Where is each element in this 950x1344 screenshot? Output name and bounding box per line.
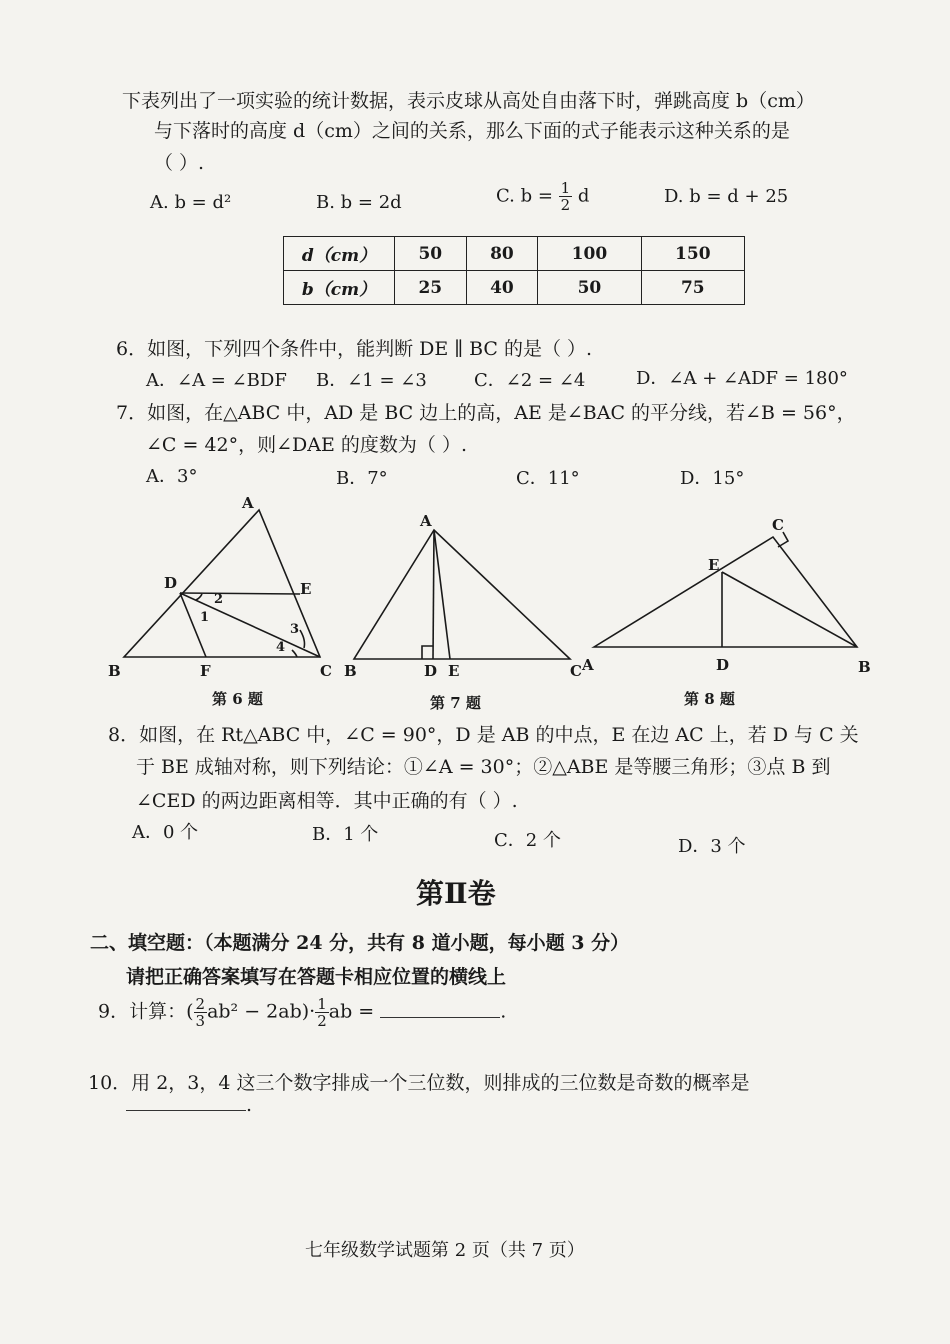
table-cell: 75 [641,271,744,305]
table-header-b: b（cm） [284,271,395,305]
q6-option-c: C．∠2 = ∠4 [474,370,586,391]
q5-data-table [283,236,745,305]
fig8-right-angle-mark [778,532,788,547]
fig7-label-c: C [570,662,582,680]
table-cell: 25 [395,271,467,305]
q5-line3: （ ）. [154,152,205,174]
q7-option-d: D．15° [680,468,745,489]
q8-option-c: C．2 个 [494,830,561,851]
q7-option-a: A．3° [146,466,198,487]
table-cell: 100 [538,237,641,271]
q9-line: 9．计算：( $\frac{2}{3}$ ab² − 2ab)· $\frac{1}{2}$ ab = . [98,995,507,1030]
fig7-right-angle-mark [422,646,433,659]
q6-option-a: A．∠A = ∠BDF [146,370,287,391]
table-cell: 40 [466,271,538,305]
q8-line3: ∠CED 的两边距离相等．其中正确的有（ ）. [136,790,518,812]
q8-option-b: B．1 个 [312,824,379,845]
q5-line1: 下表列出了一项实验的统计数据，表示皮球从高处自由落下时，弹跳高度 b（cm） [122,90,815,112]
fig6-label-1: 1 [200,610,210,625]
q10-answer-blank[interactable] [126,1096,246,1111]
fig6-label-f: F [200,662,211,680]
fig7-bisector-ae [434,530,450,659]
q8-option-d: D．3 个 [678,836,746,857]
fig8-label-b: B [858,658,871,676]
fig6-arc-1 [196,594,202,600]
fig7-label-d: D [424,662,438,680]
fig6-caption: 第 6 题 [212,690,263,708]
fig7-label-a: A [420,512,432,530]
fig6-label-c: C [320,662,332,680]
fig8-label-c: C [772,516,784,534]
q9-answer-blank[interactable] [380,1003,500,1018]
section-2-instruction: 请把正确答案填写在答题卡相应位置的横线上 [126,966,507,988]
q10-line1: 10．用 2，3，4 这三个数字排成一个三位数，则排成的三位数是奇数的概率是 [88,1072,750,1094]
q7-line2: ∠C = 42°，则∠DAE 的度数为（ ）. [146,434,467,456]
fig8-label-a: A [582,656,594,674]
q6-stem: 6．如图，下列四个条件中，能判断 DE ∥ BC 的是（ ）. [116,338,593,360]
fig8-caption: 第 8 题 [684,690,735,708]
section-2-heading: 二、填空题：（本题满分 24 分，共有 8 道小题，每小题 3 分） [90,932,630,954]
table-header-d: d（cm） [284,237,395,271]
fig6-label-a: A [242,494,254,512]
q9-fraction-1: $\frac{2}{3}$ [195,995,206,1030]
q9-fraction-2: $\frac{1}{2}$ [317,995,327,1030]
q6-option-d: D．∠A + ∠ADF = 180° [636,368,848,389]
q6-option-b: B．∠1 = ∠3 [316,370,427,391]
section-2-title: 第Ⅱ卷 [416,877,496,910]
fig6-arc-4 [292,650,297,657]
q5-option-a: A. b = d² [150,192,232,213]
fig8-triangle-abc [594,537,857,647]
q5-line2: 与下落时的高度 d（cm）之间的关系，那么下面的式子能表示这种关系的是 [154,120,790,142]
q7-line1: 7．如图，在△ABC 中，AD 是 BC 边上的高，AE 是∠BAC 的平分线，若∠B = 56°， [116,402,856,424]
fig6-arc-3 [300,630,305,648]
fig8-label-d: D [716,656,730,674]
fig7-label-e: E [448,662,460,680]
page-footer: 七年级数学试题第 2 页（共 7 页） [305,1240,585,1261]
fig8-label-e: E [708,556,720,574]
table-row [284,271,745,305]
fig6-label-d: D [164,574,178,592]
table-cell: 150 [641,237,744,271]
fig7-triangle-abc [354,530,570,659]
fig6-segment-df [180,593,206,657]
q7-option-b: B．7° [336,468,388,489]
table-cell: 80 [466,237,538,271]
fig6-segment-de [180,593,300,594]
q5-option-b: B. b = 2d [316,192,402,213]
q5-option-c: C. b = $\frac{1}{2}$ d [496,179,590,214]
table-cell: 50 [538,271,641,305]
q8-line1: 8．如图，在 Rt△ABC 中，∠C = 90°，D 是 AB 的中点，E 在边 AC 上，若 D 与 C 关 [108,724,859,746]
table-cell: 50 [395,237,467,271]
fig8-segment-eb [722,572,857,647]
q10-line2: . [126,1094,252,1116]
fig6-label-b: B [108,662,121,680]
q5-option-d: D. b = d + 25 [664,186,789,207]
q7-option-c: C．11° [516,468,580,489]
fig6-label-e: E [300,580,312,598]
fig7-altitude-ad [433,530,434,659]
fig7-caption: 第 7 题 [430,694,481,712]
fig6-label-3: 3 [290,622,300,637]
q5-option-c-fraction: $\frac{1}{2}$ [560,179,571,214]
q8-option-a: A．0 个 [132,822,199,843]
fig7-label-b: B [344,662,357,680]
fig6-label-2: 2 [214,592,224,607]
q8-line2: 于 BE 成轴对称，则下列结论：①∠A = 30°；②△ABE 是等腰三角形；③点 B 到 [136,756,831,778]
table-row [284,237,745,271]
fig6-label-4: 4 [276,640,286,655]
